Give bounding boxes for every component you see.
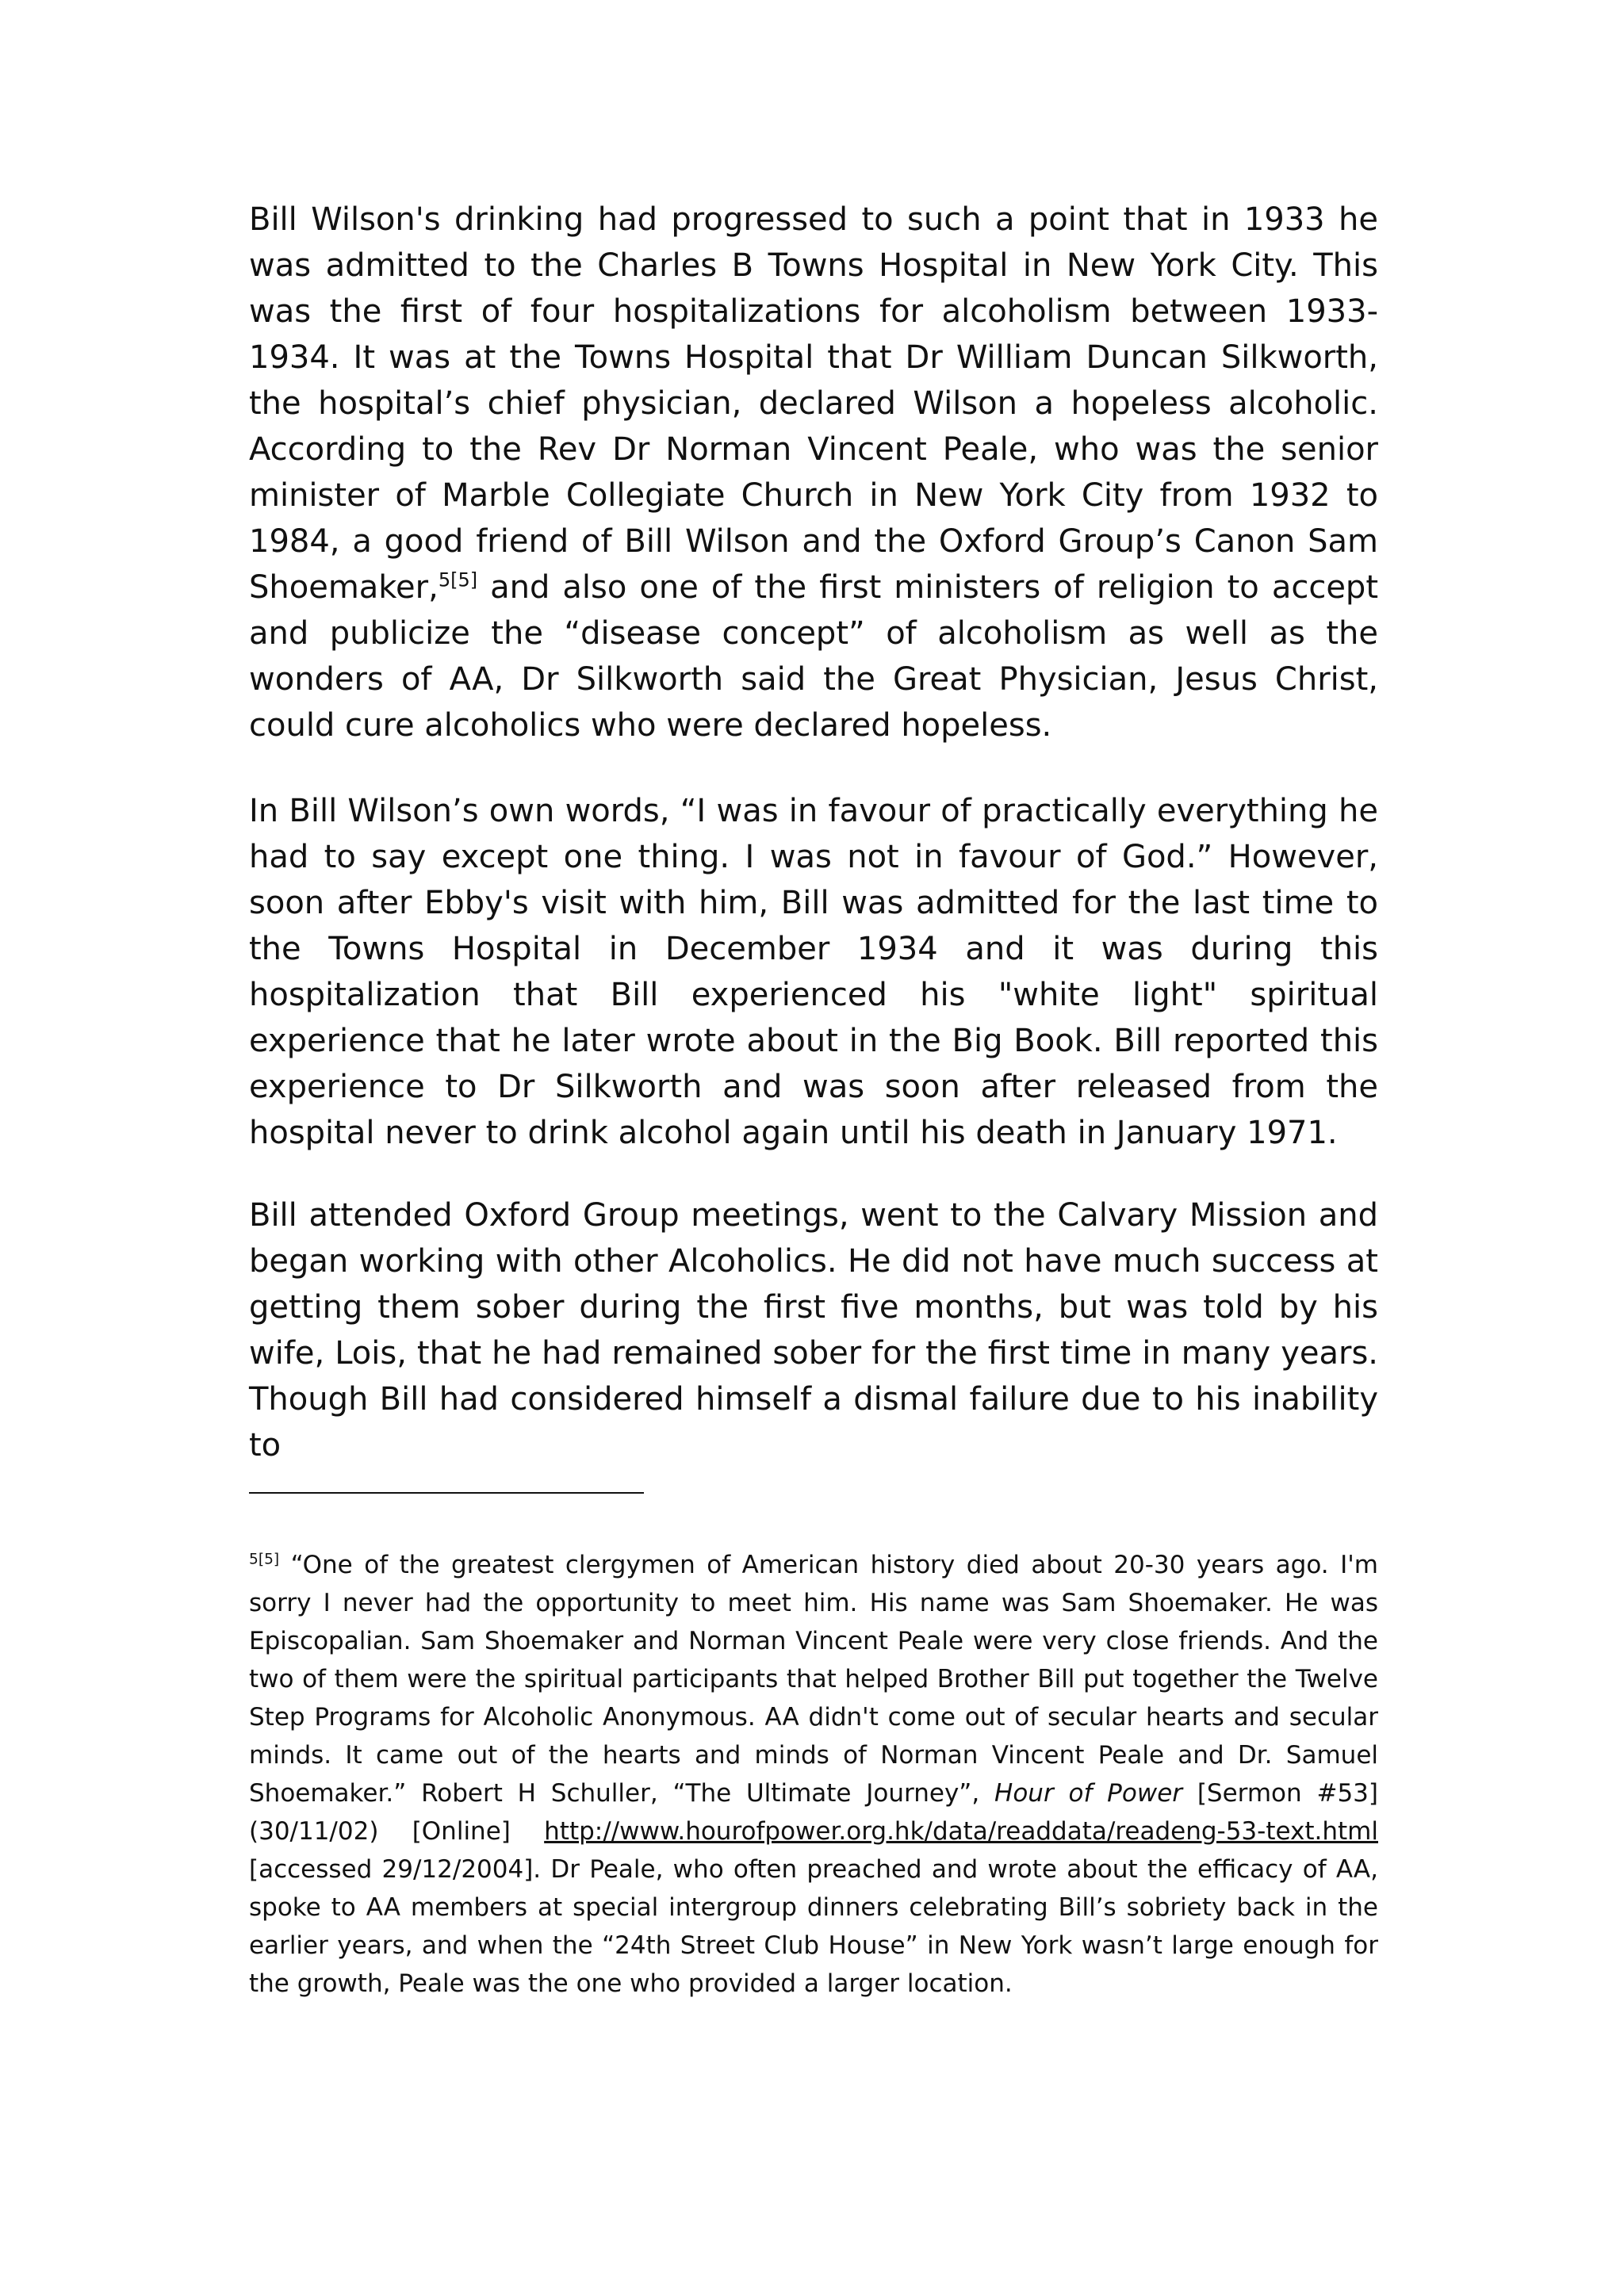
body-paragraph-3: Bill attended Oxford Group meetings, went to the Calvary Mission and began working with other Alcoholics. He did not have much success at getting them sober during the first five months, but was told by his wife, Lois, that he had remained sober for the first time in many years. Though Bill had considered himself a dismal failure due to his inability to	[249, 1197, 1378, 1464]
paragraph-1-text-start: Bill Wilson's drinking had progressed to such a point that in 1933 he was admitted to the Charles B Towns Hospital in New York City. This was the first of four hospitalizations for alcoholism between 1933-1934. It was at the Towns Hospital that Dr William Duncan Silkworth, the hospital’s chief physician, declared Wilson a hopeless alcoholic. According to the Rev Dr Norman Vincent Peale, who was the senior minister of Marble Collegiate Church in New York City from 1932 to 1984, a good friend of Bill Wilson and the Oxford Group’s Canon Sam Shoemaker,	[249, 201, 1378, 606]
footnote-citation: [Sermon #53] (30/11/02) [Online]	[249, 1779, 1378, 1846]
body-paragraph-2: In Bill Wilson’s own words, “I was in favour of practically everything he had to say except one thing. I was not in favour of God.” However, soon after Ebby's visit with him, Bill was admitted for the last time to the Towns Hospital in December 1934 and it was during this hospitalization that Bill experienced his "white light" spiritual experience that he later wrote about in the Big Book. Bill reported this experience to Dr Silkworth and was soon after released from the hospital never to drink alcohol again until his death in January 1971.	[249, 793, 1378, 1151]
paragraph-1-text-end: and also one of the first ministers of religion to accept and publicize the “disease concept” of alcoholism as well as the wonders of AA, Dr Silkworth said the Great Physician, Jesus Christ, could cure alcoholics who were declared hopeless.	[249, 569, 1378, 744]
footnote-text-start: “One of the greatest clergymen of American history died about 20-30 years ago. I'm sorry I never had the opportunity to meet him. His name was Sam Shoemaker. He was Episcopalian. Sam Shoemaker and Norman Vincent Peale were very close friends. And the two of them were the spiritual participants that helped Brother Bill put together the Twelve Step Programs for Alcoholic Anonymous. AA didn't come out of secular hearts and secular minds. It came out of the hearts and minds of Norman Vincent Peale and Dr. Samuel Shoemaker.” Robert H Schuller, “The Ultimate Journey”,	[249, 1551, 1378, 1808]
footnote-separator-rule	[249, 1492, 644, 1494]
body-paragraph-1	[249, 197, 1378, 748]
footnote-program-title: Hour of Power	[994, 1779, 1183, 1808]
footnote	[249, 1546, 1378, 2003]
footnote-reference[interactable]: 5[5]	[438, 568, 478, 591]
footnote-text-end: [accessed 29/12/2004]. Dr Peale, who often preached and wrote about the efficacy of AA, spoke to AA members at special intergroup dinners celebrating Bill’s sobriety back in the earlier years, and when the “24th Street Club House” in New York wasn’t large enough for the growth, Peale was the one who provided a larger location.	[249, 1855, 1378, 1998]
footnote-number: 5[5]	[249, 1551, 280, 1568]
footnote-url-link[interactable]: http://www.hourofpower.org.hk/data/readdata/readeng-53-text.html	[544, 1817, 1378, 1846]
